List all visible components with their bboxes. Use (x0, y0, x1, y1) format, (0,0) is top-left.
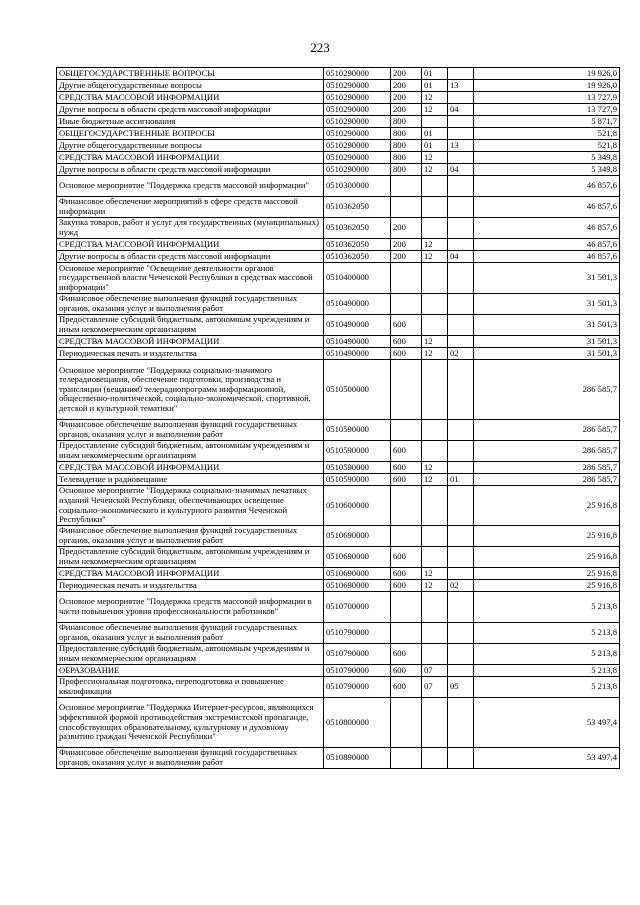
cell-expense-type: 800 (391, 152, 422, 164)
cell-amount: 5 213,8 (474, 665, 620, 677)
table-row (57, 128, 620, 140)
cell-section: 01 (422, 80, 448, 92)
cell-name: Периодическая печать и издательства (57, 348, 324, 360)
cell-section (422, 263, 448, 294)
cell-amount: 521,8 (474, 140, 620, 152)
cell-amount: 286 585,7 (474, 474, 620, 486)
cell-amount: 25 916,8 (474, 580, 620, 592)
cell-section (422, 360, 448, 420)
cell-target-article: 0510890000 (324, 748, 391, 769)
table-row (57, 474, 620, 486)
cell-target-article: 0510490000 (324, 348, 391, 360)
cell-expense-type: 800 (391, 140, 422, 152)
cell-expense-type (391, 526, 422, 547)
cell-section (422, 698, 448, 748)
cell-target-article: 0510490000 (324, 315, 391, 336)
cell-name: Телевидение и радиовещание (57, 474, 324, 486)
cell-name: Другие вопросы в области средств массовой информации (57, 104, 324, 116)
cell-subsection (448, 152, 474, 164)
cell-amount: 286 585,7 (474, 420, 620, 441)
cell-name: Основное мероприятие "Поддержка Интернет-ресурсов, являющихся эффективной формой противодействия экстремистской пропаганде, способствующих образовательному, культурному и духовному развитию граждан Чеченской Республики" (57, 698, 324, 748)
cell-name: Другие общегосударственные вопросы (57, 80, 324, 92)
cell-target-article: 0510590000 (324, 474, 391, 486)
cell-subsection: 02 (448, 348, 474, 360)
cell-section: 12 (422, 251, 448, 263)
cell-name: Другие вопросы в области средств массовой информации (57, 251, 324, 263)
cell-amount: 46 857,6 (474, 197, 620, 218)
cell-subsection (448, 68, 474, 80)
cell-name: Закупка товаров, работ и услуг для государственных (муниципальных) нужд (57, 218, 324, 239)
cell-amount: 286 585,7 (474, 462, 620, 474)
table-row (57, 104, 620, 116)
cell-subsection (448, 592, 474, 623)
cell-amount: 19 926,0 (474, 68, 620, 80)
cell-section: 12 (422, 348, 448, 360)
cell-expense-type (391, 360, 422, 420)
cell-expense-type: 200 (391, 251, 422, 263)
cell-name: Периодическая печать и издательства (57, 580, 324, 592)
cell-amount: 286 585,7 (474, 441, 620, 462)
cell-section (422, 420, 448, 441)
table-row (57, 294, 620, 315)
cell-expense-type: 600 (391, 474, 422, 486)
cell-target-article: 0510590000 (324, 441, 391, 462)
cell-expense-type: 600 (391, 665, 422, 677)
cell-amount: 5 871,7 (474, 116, 620, 128)
cell-section (422, 623, 448, 644)
cell-subsection: 04 (448, 251, 474, 263)
cell-expense-type: 600 (391, 677, 422, 698)
cell-expense-type: 200 (391, 218, 422, 239)
cell-amount: 53 497,4 (474, 748, 620, 769)
cell-amount: 31 501,3 (474, 263, 620, 294)
cell-expense-type: 200 (391, 92, 422, 104)
page-number: 223 (310, 40, 330, 55)
table-row (57, 239, 620, 251)
cell-expense-type (391, 263, 422, 294)
cell-subsection (448, 176, 474, 197)
cell-target-article: 0510362050 (324, 218, 391, 239)
cell-expense-type: 600 (391, 568, 422, 580)
cell-target-article: 0510800000 (324, 698, 391, 748)
cell-target-article: 0510690000 (324, 526, 391, 547)
cell-amount: 46 857,6 (474, 239, 620, 251)
cell-subsection: 05 (448, 677, 474, 698)
cell-amount: 13 727,9 (474, 104, 620, 116)
table-row (57, 152, 620, 164)
cell-amount: 25 916,8 (474, 547, 620, 568)
cell-name: ОБРАЗОВАНИЕ (57, 665, 324, 677)
table-row (57, 336, 620, 348)
cell-section: 12 (422, 104, 448, 116)
cell-section (422, 748, 448, 769)
cell-amount: 286 585,7 (474, 360, 620, 420)
cell-expense-type: 600 (391, 336, 422, 348)
cell-amount: 5 349,8 (474, 152, 620, 164)
cell-target-article: 0510290000 (324, 140, 391, 152)
cell-amount: 5 213,8 (474, 644, 620, 665)
cell-target-article: 0510290000 (324, 68, 391, 80)
cell-subsection (448, 218, 474, 239)
cell-section (422, 592, 448, 623)
cell-amount: 25 916,8 (474, 526, 620, 547)
cell-amount: 13 727,9 (474, 92, 620, 104)
cell-subsection (448, 420, 474, 441)
cell-target-article: 0510690000 (324, 580, 391, 592)
cell-section: 12 (422, 239, 448, 251)
cell-subsection (448, 698, 474, 748)
cell-name: СРЕДСТВА МАССОВОЙ ИНФОРМАЦИИ (57, 462, 324, 474)
cell-subsection: 13 (448, 140, 474, 152)
cell-section: 12 (422, 92, 448, 104)
table-row (57, 547, 620, 568)
cell-expense-type: 800 (391, 128, 422, 140)
cell-subsection (448, 128, 474, 140)
cell-subsection: 04 (448, 104, 474, 116)
cell-expense-type: 600 (391, 348, 422, 360)
cell-section (422, 197, 448, 218)
cell-amount: 25 916,8 (474, 568, 620, 580)
cell-expense-type (391, 294, 422, 315)
cell-target-article: 0510790000 (324, 623, 391, 644)
cell-section (422, 294, 448, 315)
cell-subsection (448, 263, 474, 294)
cell-subsection (448, 486, 474, 526)
cell-subsection (448, 644, 474, 665)
cell-name: Предоставление субсидий бюджетным, автономным учреждениям и иным некоммерческим организациям (57, 547, 324, 568)
cell-subsection (448, 665, 474, 677)
cell-subsection (448, 526, 474, 547)
cell-name: ОБЩЕГОСУДАРСТВЕННЫЕ ВОПРОСЫ (57, 128, 324, 140)
cell-section: 01 (422, 68, 448, 80)
cell-section: 07 (422, 677, 448, 698)
cell-subsection: 02 (448, 580, 474, 592)
table-row (57, 218, 620, 239)
cell-name: Предоставление субсидий бюджетным, автономным учреждениям и иным некоммерческим организациям (57, 441, 324, 462)
table-row (57, 623, 620, 644)
cell-expense-type (391, 197, 422, 218)
cell-expense-type (391, 748, 422, 769)
cell-expense-type (391, 420, 422, 441)
table-row (57, 486, 620, 526)
cell-expense-type: 200 (391, 80, 422, 92)
cell-subsection: 01 (448, 474, 474, 486)
cell-subsection (448, 294, 474, 315)
table-row (57, 698, 620, 748)
table-row (57, 592, 620, 623)
cell-section: 07 (422, 665, 448, 677)
cell-section (422, 441, 448, 462)
cell-name: СРЕДСТВА МАССОВОЙ ИНФОРМАЦИИ (57, 92, 324, 104)
table-row (57, 116, 620, 128)
cell-section: 01 (422, 140, 448, 152)
cell-target-article: 0510590000 (324, 420, 391, 441)
cell-expense-type (391, 623, 422, 644)
cell-section: 12 (422, 462, 448, 474)
cell-amount: 521,8 (474, 128, 620, 140)
cell-amount: 31 501,3 (474, 348, 620, 360)
table-row (57, 263, 620, 294)
cell-expense-type: 600 (391, 441, 422, 462)
cell-expense-type (391, 592, 422, 623)
cell-subsection (448, 197, 474, 218)
cell-section (422, 116, 448, 128)
table-row (57, 315, 620, 336)
cell-target-article: 0510290000 (324, 116, 391, 128)
cell-amount: 25 916,8 (474, 486, 620, 526)
cell-name: Основное мероприятие "Поддержка социально-значимого телерадиовещания, обеспечение подготовки, производства и трансляции (вещания0 телерадиопрограмм информационной, общественно-политической, социально-экономической, спортивной, детской и культурной тематики" (57, 360, 324, 420)
cell-subsection (448, 441, 474, 462)
cell-expense-type: 600 (391, 547, 422, 568)
cell-name: СРЕДСТВА МАССОВОЙ ИНФОРМАЦИИ (57, 568, 324, 580)
cell-amount: 46 857,6 (474, 218, 620, 239)
cell-amount: 31 501,3 (474, 315, 620, 336)
cell-name: СРЕДСТВА МАССОВОЙ ИНФОРМАЦИИ (57, 336, 324, 348)
cell-amount: 53 497,4 (474, 698, 620, 748)
cell-name: Основное мероприятие "Поддержка средств массовой информации" (57, 176, 324, 197)
cell-expense-type (391, 176, 422, 197)
table-row (57, 164, 620, 176)
cell-section (422, 218, 448, 239)
cell-amount: 5 213,8 (474, 592, 620, 623)
table-row (57, 748, 620, 769)
cell-subsection: 04 (448, 164, 474, 176)
cell-target-article: 0510590000 (324, 462, 391, 474)
cell-subsection (448, 116, 474, 128)
cell-amount: 19 926,0 (474, 80, 620, 92)
cell-target-article: 0510290000 (324, 104, 391, 116)
cell-subsection: 13 (448, 80, 474, 92)
table-row (57, 360, 620, 420)
cell-expense-type: 600 (391, 315, 422, 336)
cell-amount: 5 213,8 (474, 677, 620, 698)
cell-name: Профессиональная подготовка, переподготовка и повышение квалификации (57, 677, 324, 698)
cell-subsection (448, 336, 474, 348)
cell-expense-type: 800 (391, 116, 422, 128)
cell-subsection (448, 239, 474, 251)
cell-section: 12 (422, 336, 448, 348)
cell-target-article: 0510400000 (324, 263, 391, 294)
cell-name: Иные бюджетные ассигнования (57, 116, 324, 128)
cell-target-article: 0510790000 (324, 644, 391, 665)
cell-expense-type: 200 (391, 239, 422, 251)
cell-section: 12 (422, 568, 448, 580)
table-row (57, 677, 620, 698)
cell-name: Основное мероприятие "Освещение деятельности органов государственной власти Чеченской Республики в средствах массовой информации" (57, 263, 324, 294)
cell-section (422, 547, 448, 568)
cell-section (422, 644, 448, 665)
cell-name: Предоставление субсидий бюджетным, автономным учреждениям и иным некоммерческим организациям (57, 315, 324, 336)
table-row (57, 176, 620, 197)
table-row (57, 441, 620, 462)
cell-name: Финансовое обеспечение выполнения функций государственных органов, оказания услуг и выполнения работ (57, 420, 324, 441)
cell-target-article: 0510690000 (324, 568, 391, 580)
cell-target-article: 0510490000 (324, 294, 391, 315)
table-row (57, 140, 620, 152)
cell-target-article: 0510290000 (324, 164, 391, 176)
table-row (57, 80, 620, 92)
cell-subsection (448, 547, 474, 568)
cell-expense-type: 800 (391, 164, 422, 176)
cell-amount: 31 501,3 (474, 294, 620, 315)
cell-expense-type: 200 (391, 68, 422, 80)
cell-target-article: 0510300000 (324, 176, 391, 197)
cell-section: 12 (422, 152, 448, 164)
cell-name: СРЕДСТВА МАССОВОЙ ИНФОРМАЦИИ (57, 152, 324, 164)
cell-amount: 46 857,6 (474, 176, 620, 197)
cell-target-article: 0510690000 (324, 547, 391, 568)
cell-name: Предоставление субсидий бюджетным, автономным учреждениям и иным некоммерческим организациям (57, 644, 324, 665)
cell-target-article: 0510490000 (324, 336, 391, 348)
cell-subsection (448, 748, 474, 769)
cell-section: 01 (422, 128, 448, 140)
cell-target-article: 0510362050 (324, 239, 391, 251)
cell-amount: 46 857,6 (474, 251, 620, 263)
table-row (57, 665, 620, 677)
cell-target-article: 0510362050 (324, 197, 391, 218)
cell-name: Финансовое обеспечение выполнения функций государственных органов, оказания услуг и выполнения работ (57, 623, 324, 644)
cell-target-article: 0510290000 (324, 152, 391, 164)
cell-section (422, 315, 448, 336)
cell-name: ОБЩЕГОСУДАРСТВЕННЫЕ ВОПРОСЫ (57, 68, 324, 80)
cell-target-article: 0510500000 (324, 360, 391, 420)
cell-subsection (448, 623, 474, 644)
table-row (57, 251, 620, 263)
cell-target-article: 0510290000 (324, 80, 391, 92)
cell-expense-type (391, 486, 422, 526)
cell-name: Финансовое обеспечение выполнения функций государственных органов, оказания услуг и выполнения работ (57, 526, 324, 547)
cell-expense-type (391, 698, 422, 748)
table-row (57, 197, 620, 218)
table-row (57, 68, 620, 80)
cell-target-article: 0510290000 (324, 128, 391, 140)
cell-name: Другие общегосударственные вопросы (57, 140, 324, 152)
table-row (57, 348, 620, 360)
cell-target-article: 0510362050 (324, 251, 391, 263)
cell-subsection (448, 315, 474, 336)
cell-name: Основное мероприятие "Поддержка социально-значимых печатных изданий Чеченской Республики, обеспечивающих освещение социально-экономического и культурного развития Чеченской Республики" (57, 486, 324, 526)
cell-expense-type: 600 (391, 462, 422, 474)
cell-subsection (448, 462, 474, 474)
cell-name: Финансовое обеспечение мероприятий в сфере средств массовой информации (57, 197, 324, 218)
table-row (57, 526, 620, 547)
cell-expense-type: 600 (391, 580, 422, 592)
cell-expense-type: 200 (391, 104, 422, 116)
cell-target-article: 0510790000 (324, 677, 391, 698)
budget-table-body (57, 68, 620, 769)
cell-name: СРЕДСТВА МАССОВОЙ ИНФОРМАЦИИ (57, 239, 324, 251)
cell-amount: 5 213,8 (474, 623, 620, 644)
budget-table (56, 67, 620, 769)
table-row (57, 644, 620, 665)
cell-subsection (448, 568, 474, 580)
table-row (57, 462, 620, 474)
table-row (57, 568, 620, 580)
cell-section (422, 486, 448, 526)
cell-amount: 31 501,3 (474, 336, 620, 348)
cell-subsection (448, 92, 474, 104)
cell-amount: 5 349,8 (474, 164, 620, 176)
cell-name: Основное мероприятие "Поддержка средств массовой информации в части повышения уровня профессиональности работников" (57, 592, 324, 623)
cell-name: Финансовое обеспечение выполнения функций государственных органов, оказания услуг и выполнения работ (57, 294, 324, 315)
cell-section: 12 (422, 164, 448, 176)
table-row (57, 580, 620, 592)
cell-target-article: 0510600000 (324, 486, 391, 526)
cell-name: Финансовое обеспечение выполнения функций государственных органов, оказания услуг и выполнения работ (57, 748, 324, 769)
cell-target-article: 0510790000 (324, 665, 391, 677)
table-row (57, 92, 620, 104)
cell-expense-type: 600 (391, 644, 422, 665)
cell-name: Другие вопросы в области средств массовой информации (57, 164, 324, 176)
cell-section (422, 526, 448, 547)
cell-target-article: 0510700000 (324, 592, 391, 623)
cell-section: 12 (422, 580, 448, 592)
cell-section (422, 176, 448, 197)
table-row (57, 420, 620, 441)
cell-subsection (448, 360, 474, 420)
cell-target-article: 0510290000 (324, 92, 391, 104)
cell-section: 12 (422, 474, 448, 486)
